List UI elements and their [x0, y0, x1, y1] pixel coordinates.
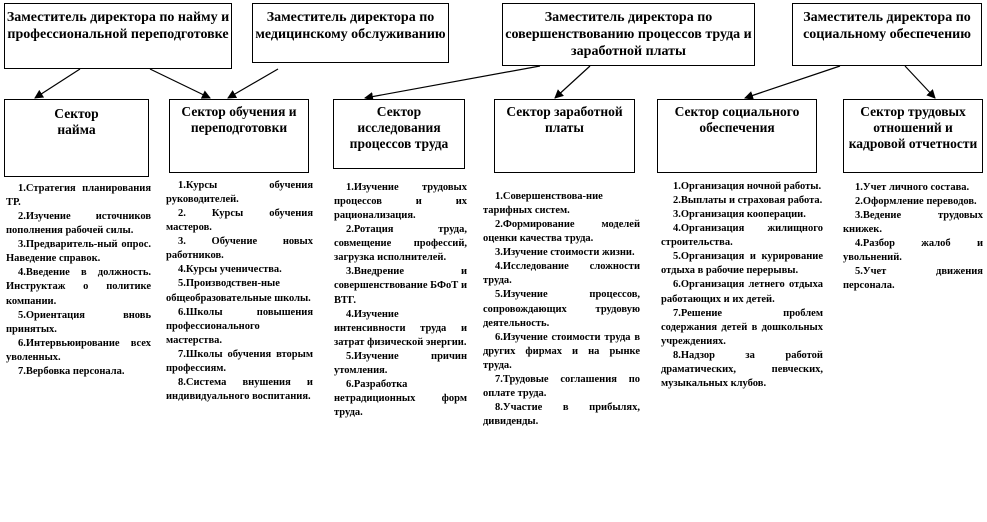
sector-social-box [657, 99, 817, 173]
arrow-social-director-to-relations-sector [905, 66, 935, 98]
task-item: 2.Формирование моделей оценки качества труда. [483, 219, 640, 245]
task-item: 1.Стратегия планирования ТР. [6, 183, 151, 209]
director-hiring-box [4, 3, 232, 69]
director-medical-label: Заместитель директора по медицинскому обслуживанию [255, 10, 446, 42]
arrow-social-director-to-social-sector [745, 66, 840, 98]
arrow-medical-director-to-training-sector [228, 69, 278, 98]
director-social-box [792, 3, 982, 66]
task-item: 4.Введение в должность. Инструктаж о политике компании. [6, 267, 151, 307]
task-item: 5.Организация и курирование отдыха в рабочие перерывы. [661, 251, 823, 277]
arrow-hire-director-to-training-sector [150, 69, 210, 98]
sector-relations-box [843, 99, 983, 173]
sector-research-label: Сектор исследования процессов труда [349, 104, 449, 152]
task-item: 2. Курсы обучения мастеров. [166, 208, 313, 234]
task-item: 2.Оформление переводов. [855, 196, 977, 208]
task-item: 6.Интервьюирование всех уволенных. [6, 337, 151, 363]
task-item: 5.Производствен-ные общеобразовательные школы. [166, 278, 311, 304]
task-item: 4.Изучение интенсивности труда и затрат физической энергии. [334, 308, 467, 348]
task-item: 4.Курсы ученичества. [178, 264, 282, 276]
task-item: 1.Изучение трудовых процессов и их рационализация. [334, 182, 467, 222]
task-list-relations [843, 181, 983, 294]
task-item: 1.Совершенствова-ние тарифных систем. [483, 191, 603, 217]
arrow-labor-director-to-wage-sector [555, 66, 590, 98]
task-item: 8.Надзор за работой драматических, певческих, музыкальных клубов. [661, 349, 823, 389]
arrow-hire-director-to-hire-sector [35, 69, 80, 98]
task-list-training [166, 179, 313, 404]
sector-wage-box [494, 99, 635, 173]
director-hiring-label: Заместитель директора по найму и профессиональной переподготовке [6, 10, 230, 42]
task-item: 5.Ориентация вновь принятых. [6, 309, 151, 335]
sector-training-label: Сектор обучения и переподготовки [181, 104, 297, 136]
arrow-labor-director-to-research-sector [365, 66, 540, 98]
task-list-hiring [6, 182, 151, 379]
task-item: 3.Предваритель-ный опрос. Наведение справок. [6, 239, 151, 265]
sector-wage-label: Сектор заработной платы [506, 104, 623, 136]
task-item: 3.Внедрение и совершенствование БФоТ и ВТГ. [334, 266, 467, 306]
task-list-social [661, 180, 823, 391]
director-labor-box [502, 3, 755, 66]
director-medical-box [252, 3, 449, 63]
task-item: 1.Курсы обучения руководителей. [166, 180, 313, 206]
sector-hiring-label: Сектор найма [54, 106, 99, 138]
task-item: 3.Ведение трудовых книжек. [843, 210, 983, 236]
task-item: 6.Разработка нетрадиционных форм труда. [334, 378, 467, 418]
task-item: 4.Организация жилищного строительства. [661, 223, 823, 249]
task-item: 7.Вербовка персонала. [18, 365, 125, 377]
task-item: 5.Изучение причин утомления. [334, 350, 467, 376]
sector-hiring-box [4, 99, 149, 177]
task-item: 4.Разбор жалоб и увольнений. [843, 238, 983, 264]
task-item: 5.Учет движения персонала. [843, 266, 983, 292]
sector-research-box [333, 99, 465, 169]
task-item: 6.Изучение стоимости труда в других фирмах и на рынке труда. [483, 331, 640, 371]
task-item: 7.Школы обучения вторым профессиям. [166, 348, 313, 374]
sector-training-box [169, 99, 309, 173]
task-item: 7.Решение проблем содержания детей в дошкольных учреждениях. [661, 307, 823, 347]
director-labor-label: Заместитель директора по совершенствованию процессов труда и заработной платы [505, 10, 752, 59]
task-item: 2.Ротация труда, совмещение профессий, загрузка исполнителей. [334, 224, 467, 264]
task-item: 2.Выплаты и страховая работа. [673, 195, 823, 207]
director-social-label: Заместитель директора по социальному обеспечению [803, 10, 971, 42]
task-item: 8.Система внушения и индивидуального воспитания. [166, 376, 313, 402]
task-list-research [334, 181, 467, 420]
task-item: 2.Изучение источников пополнения рабочей силы. [6, 211, 151, 237]
task-list-wage [483, 190, 640, 429]
task-item: 1.Учет личного состава. [855, 182, 970, 193]
task-item: 6.Школы повышения профессионального мастерства. [166, 306, 313, 346]
task-item: 5.Изучение процессов, сопровождающих трудовую деятельность. [483, 289, 640, 329]
task-item: 4.Исследование сложности труда. [483, 261, 640, 287]
sector-social-label: Сектор социального обеспечения [674, 104, 800, 136]
task-item: 6.Организация летнего отдыха работающих и их детей. [661, 279, 823, 305]
task-item: 3. Обучение новых работников. [166, 236, 313, 262]
task-item: 7.Трудовые соглашения по оплате труда. [483, 373, 640, 399]
task-item: 8.Участие в прибылях, дивиденды. [483, 401, 640, 427]
task-item: 3.Организация кооперации. [673, 209, 806, 221]
sector-relations-label: Сектор трудовых отношений и кадровой отчетности [848, 104, 978, 152]
task-item: 3.Изучение стоимости жизни. [495, 247, 635, 259]
task-item: 1.Организация ночной работы. [673, 181, 822, 192]
